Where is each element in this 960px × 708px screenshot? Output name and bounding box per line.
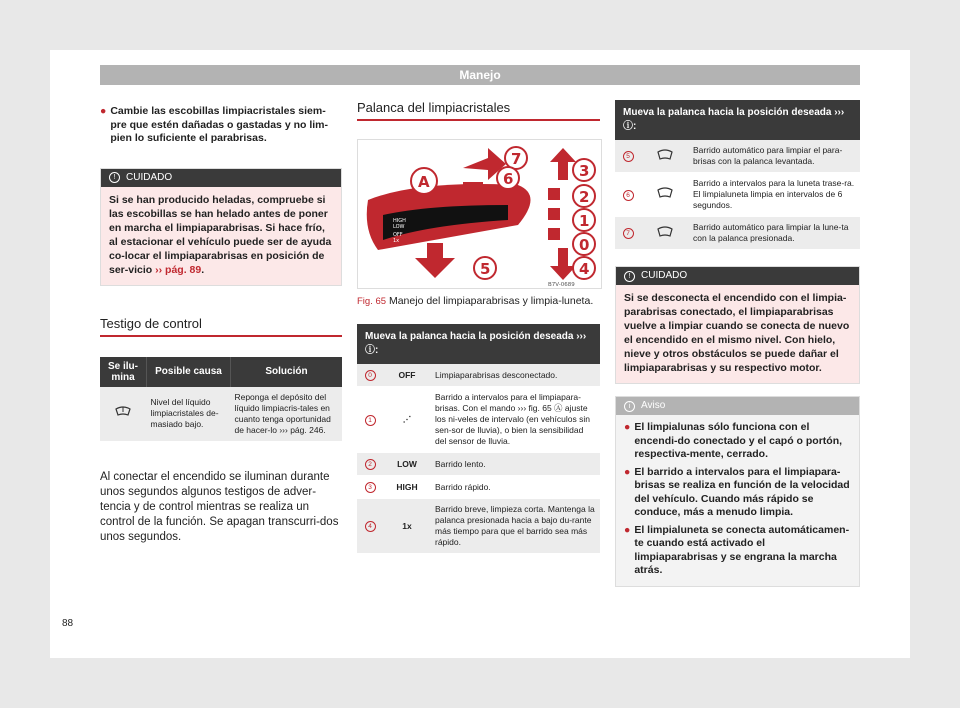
position-cell: [357, 499, 383, 554]
svg-text:4: 4: [579, 260, 590, 278]
wiper-icon: [641, 140, 689, 173]
solution-cell: Reponga el depósito del líquido limpiacris-tales en cuanto tenga oportunidad de hacer-lo ››› pág. 246.: [230, 387, 342, 442]
warning-box: [100, 168, 342, 286]
warning-body: [101, 187, 341, 285]
symbol-cell: OFF: [383, 364, 431, 387]
position-badge: 4: [365, 521, 376, 532]
table-row: [357, 364, 600, 387]
svg-text:5: 5: [480, 260, 491, 278]
bullet-item: [100, 105, 342, 146]
table-row: [100, 387, 342, 442]
cause-cell: Nivel del líquido limpiacristales de-masiado bajo.: [147, 387, 231, 442]
svg-text:LOW: LOW: [393, 224, 405, 230]
table-title: Mueva la palanca hacia la posición deseada ››› ⓘ:: [623, 107, 845, 132]
table-row: [615, 217, 860, 250]
table-row: [615, 173, 860, 217]
page-header: Manejo: [100, 65, 860, 85]
info-icon: !: [109, 172, 120, 183]
svg-text:6: 6: [503, 170, 514, 188]
warning-label: CUIDADO: [641, 270, 688, 281]
column-header: Posible causa: [147, 357, 231, 387]
bullet-icon: ●: [624, 421, 631, 433]
symbol-cell: ⋰: [383, 387, 431, 453]
description-cell: Barrido a intervalos para el limpiapara-brisas. Con el mando ››› fig. 65 Ⓐ ajuste los ni-veles de intervalo (en vehículos sin sen-sor de lluvia), o bien la sensibilidad del sensor de lluvia.: [431, 387, 600, 453]
description-cell: Limpiaparabrisas desconectado.: [431, 364, 600, 387]
column-2: [357, 100, 600, 554]
control-lamp-table: [100, 357, 342, 442]
position-cell: [615, 140, 641, 173]
position-badge: 6: [623, 190, 634, 201]
svg-text:7: 7: [511, 150, 522, 168]
info-icon: !: [624, 271, 635, 282]
lever-position-table-2: [615, 100, 860, 250]
position-cell: [357, 476, 383, 499]
description-cell: Barrido automático para limpiar la lune-ta con la palanca presionada.: [689, 217, 860, 250]
wiper-icon: [641, 173, 689, 217]
column-header: Se ilu-mina: [100, 357, 147, 387]
column-header: Solución: [265, 366, 308, 377]
figure-code: B7V-0689: [548, 282, 575, 288]
symbol-cell: HIGH: [383, 476, 431, 499]
symbol-cell: LOW: [383, 453, 431, 476]
column-1: [100, 105, 342, 545]
position-badge: 0: [365, 370, 376, 381]
position-cell: [615, 217, 641, 250]
table-row: [357, 453, 600, 476]
description-cell: Barrido lento.: [431, 453, 600, 476]
position-cell: [357, 364, 383, 387]
section-title: Palanca del limpiacristales: [357, 100, 600, 121]
aviso-item: [624, 421, 851, 462]
symbol-cell: 1x: [383, 499, 431, 554]
warning-header: [101, 169, 341, 187]
position-badge: 1: [365, 415, 376, 426]
washer-fluid-icon: [100, 387, 147, 442]
table-title: Mueva la palanca hacia la posición deseada ››› ⓘ:: [365, 331, 587, 356]
description-cell: Barrido breve, limpieza corta. Mantenga la palanca presionada hacia a bajo du-rante más tiempo para que el barrido sea más rápido.: [431, 499, 600, 554]
note-icon: i: [624, 401, 635, 412]
svg-text:OFF: OFF: [393, 232, 403, 238]
svg-text:2: 2: [579, 188, 590, 206]
warning-label: CUIDADO: [126, 171, 173, 183]
position-badge: 3: [365, 482, 376, 493]
svg-text:HIGH: HIGH: [393, 218, 406, 224]
page-number: 88: [62, 618, 74, 629]
description-cell: Barrido rápido.: [431, 476, 600, 499]
table-header-row: [615, 100, 860, 140]
aviso-item-text: El barrido a intervalos para el limpiapara-brisas se realiza en función de la velocidad del vehículo. Cuando más rápido se conduce, más a menudo limpia.: [634, 465, 850, 518]
warning-end: .: [201, 263, 205, 276]
table-row: [615, 140, 860, 173]
position-cell: [357, 453, 383, 476]
aviso-item-text: El limpialuneta se conecta automáticamen-te cuando está activado el limpiaparabrisas y se engrana la marcha atrás.: [634, 523, 850, 576]
position-badge: 7: [623, 228, 634, 239]
page-reference-link[interactable]: ›› pág. 89: [155, 263, 202, 276]
description-cell: Barrido automático para limpiar el para-brisas con la palanca levantada.: [689, 140, 860, 173]
aviso-body: [616, 415, 859, 586]
warning-box: [615, 266, 860, 384]
table-row: [357, 476, 600, 499]
warning-body: Si se desconecta el encendido con el limpia-parabrisas conectado, el limpiaparabrisas vuelve a limpiar cuando se conecta de nuevo el encendido en el mismo nivel. Con hielo, nieve y otros obstáculos se puede dañar el limpiaparabrisas y su respectivo motor.: [624, 292, 850, 374]
section-title: Testigo de control: [100, 316, 342, 337]
aviso-item: [624, 466, 851, 520]
figure-caption: [357, 295, 600, 308]
svg-text:1: 1: [579, 212, 590, 230]
aviso-header: [616, 397, 859, 415]
aviso-item: [624, 524, 851, 578]
position-cell: [615, 173, 641, 217]
figure-number: Fig. 65: [357, 296, 387, 307]
aviso-item-text: El limpialunas sólo funciona con el encendi-do conectado y el capó o portón, respectiva-mente, cerrado.: [634, 421, 843, 460]
svg-text:0: 0: [579, 236, 590, 254]
bullet-icon: ●: [624, 465, 631, 478]
bullet-text: Cambie las escobillas limpiacristales siem-pre que estén dañadas o gastadas y no lim-pien lo suficiente el parabrisas.: [110, 105, 328, 144]
lever-position-table: [357, 324, 600, 554]
bullet-icon: ●: [624, 523, 631, 536]
wiper-icon: [641, 217, 689, 250]
aviso-label: Aviso: [641, 400, 666, 411]
aviso-box: [615, 396, 860, 587]
warning-text: Si se han producido heladas, compruebe si las escobillas se han helado antes de poner en marcha el limpiaparabrisas. Si hace frío, al estacionar el vehículo puede ser de ayuda co-locar el limpiaparabrisas en posición de ser-vicio: [109, 193, 332, 276]
bullet-icon: ●: [100, 105, 107, 117]
table-header-row: [357, 324, 600, 364]
svg-text:A: A: [418, 173, 430, 191]
position-cell: [357, 387, 383, 453]
svg-text:3: 3: [579, 162, 590, 180]
svg-text:1x: 1x: [393, 238, 400, 244]
table-header-row: [100, 357, 342, 387]
column-3: [615, 100, 860, 587]
table-row: [357, 499, 600, 554]
description-cell: Barrido a intervalos para la luneta trase-ra. El limpialuneta limpia en intervalos de 6 segundos.: [689, 173, 860, 217]
wiper-lever-figure: [357, 139, 602, 289]
warning-header: [616, 267, 859, 285]
caption-text: Manejo del limpiaparabrisas y limpia-luneta.: [388, 295, 594, 307]
paragraph: Al conectar el encendido se iluminan durante unos segundos algunos testigos de adver-tencia y de control mientras se realiza un control de la función. Se apagan transcurri-dos unos segundos.: [100, 470, 339, 543]
position-badge: 2: [365, 459, 376, 470]
position-badge: 5: [623, 151, 634, 162]
table-row: [357, 387, 600, 453]
